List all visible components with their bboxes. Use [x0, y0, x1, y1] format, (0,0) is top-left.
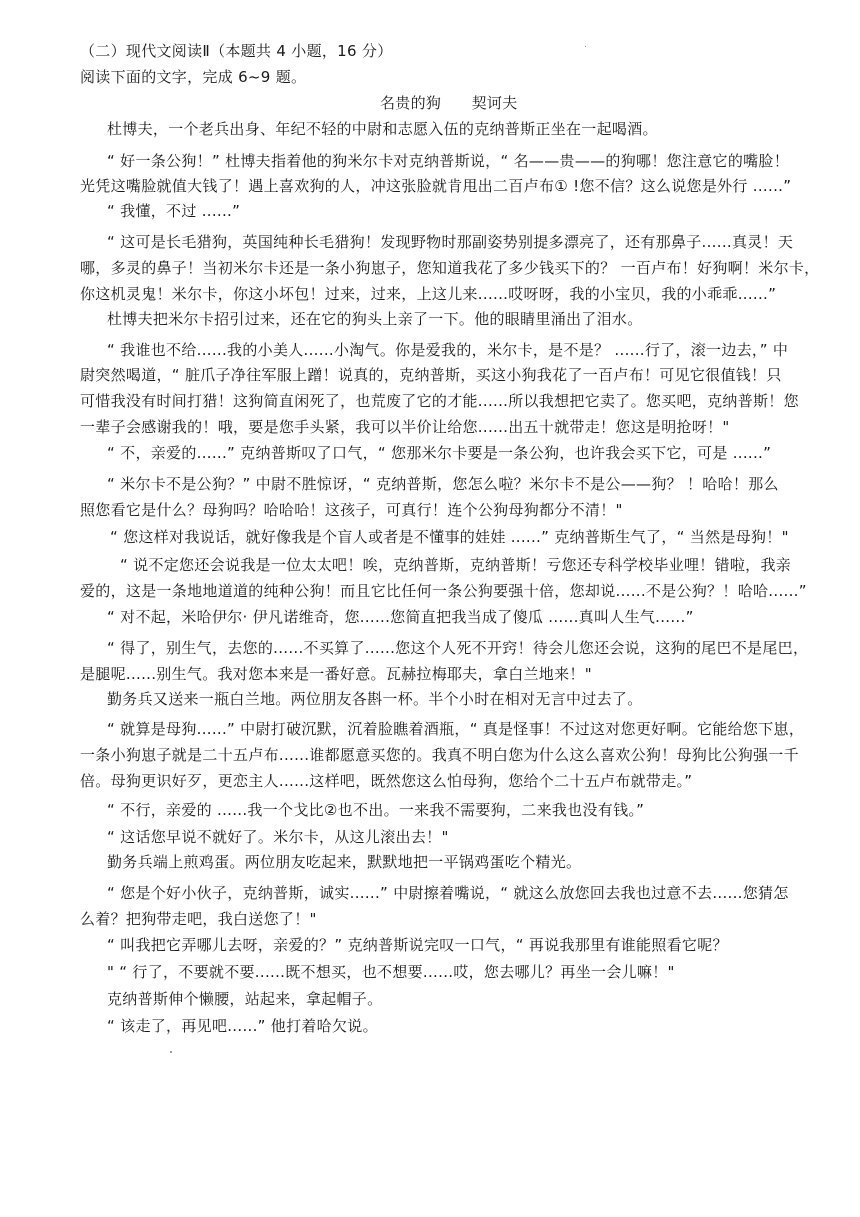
stray-dot	[170, 1051, 172, 1053]
text-line: “ 您这样对我说话，就好像我是个盲人或者是不懂事的娃娃 ......” 克纳普斯生气了，“ 当然是母狗！"	[110, 528, 789, 546]
stray-dot	[585, 46, 586, 47]
text-line: 尉突然喝道，“ 脏爪子净往军服上蹭！说真的，克纳普斯，买这小狗我花了一百卢布！可见它很值钱！只	[80, 366, 782, 384]
text-line: “ 叫我把它弄哪儿去呀，亲爱的？” 克纳普斯说完叹一口气，“ 再说我那里有谁能照看它呢？	[107, 936, 728, 954]
text-line: “ 就算是母狗......” 中尉打破沉默，沉着脸瞧着酒瓶，“ 真是怪事！不过这对您更好啊。它能给您下崽，	[107, 720, 805, 738]
text-line: 勤务兵又送来一瓶白兰地。两位朋友各斟一杯。半个小时在相对无言中过去了。	[107, 690, 643, 708]
text-line: “ 您是个好小伙子，克纳普斯，诚实......” 中尉擦着嘴说，“ 就这么放您回去我也过意不去......您猜怎	[107, 884, 789, 902]
text-line: 杜博夫，一个老兵出身、年纪不轻的中尉和志愿入伍的克纳普斯正坐在一起喝酒。	[107, 120, 658, 138]
text-line: 克纳普斯伸个懒腰，站起来，拿起帽子。	[107, 990, 383, 1008]
text-line: 你这机灵鬼！米尔卡，你这小坏包！过来，过来，上这儿来......哎呀呀，我的小宝贝，我的小乖乖......”	[80, 285, 777, 303]
text-line: 爱的，这是一条地地道道的纯种公狗！而且它比任何一条公狗要强十倍，您却说......不是公狗？！哈哈......”	[80, 582, 807, 600]
text-line: “ 该走了，再见吧......” 他打着哈欠说。	[107, 1017, 378, 1035]
text-line: 可惜我没有时间打猎！这狗简直闲死了，也荒废了它的才能......所以我想把它卖了。您买吧，克纳普斯！您	[80, 392, 799, 410]
story-title: 名贵的狗 契诃夫	[380, 94, 518, 112]
text-line: “ 得了，别生气，去您的......不买算了......您这个人死不开窍！待会儿您还会说，这狗的尾巴不是尾巴，	[107, 639, 809, 657]
text-line: “ 对不起，米哈伊尔· 伊凡诺维奇，您......您简直把我当成了傻瓜 ......真叫人生气......”	[107, 608, 694, 626]
text-line: 光凭这嘴脸就值大钱了！遇上喜欢狗的人，冲这张脸就肯甩出二百卢布① !您不信？这么说您是外行 ......”	[80, 177, 792, 195]
text-line: 哪，多灵的鼻子！当初米尔卡还是一条小狗崽子，您知道我花了多少钱买下的？ 一百卢布！好狗啊！米尔卡，	[80, 259, 820, 277]
text-line: “ 我懂，不过 ......”	[107, 202, 241, 220]
section-heading: （二）现代文阅读Ⅱ（本题共 4 小题，16 分）	[80, 42, 393, 60]
text-line: 么着？把狗带走吧，我白送您了！"	[80, 910, 317, 928]
text-line: “ 我谁也不给......我的小美人......小淘气。你是爱我的，米尔卡，是不是？ ......行了，滚一边去，” 中	[107, 341, 789, 359]
text-line: 勤务兵端上煎鸡蛋。两位朋友吃起来，默默地把一平锅鸡蛋吃个精光。	[107, 853, 582, 871]
instruction-text: 阅读下面的文字，完成 6~9 题。	[80, 68, 307, 86]
text-line: “ 不，亲爱的......” 克纳普斯叹了口气，“ 您那米尔卡要是一条公狗，也许我会买下它，可是 ......”	[107, 444, 772, 462]
text-line: " “ 行了，不要就不要......既不想买，也不想要......哎，您去哪儿？再坐一会儿嘛！"	[107, 963, 675, 981]
text-line: 一条小狗崽子就是二十五卢布......谁都愿意买您的。我真不明白您为什么这么喜欢公狗！母狗比公狗强一千	[80, 746, 799, 764]
text-line: “ 不行，亲爱的 ......我一个戈比②也不出。一来我不需要狗，二来我也没有钱。”	[107, 801, 645, 819]
text-line: “ 好一条公狗！” 杜博夫指着他的狗米尔卡对克纳普斯说，“ 名——贵——的狗哪！您注意它的嘴脸！	[107, 152, 790, 170]
text-line: 照您看它是什么？母狗吗？哈哈哈！这孩子，可真行！连个公狗母狗都分不清！"	[80, 501, 623, 519]
text-line: “ 这可是长毛猎狗，英国纯种长毛猎狗！发现野物时那副姿势别提多漂亮了，还有那鼻子......真灵！天	[107, 233, 794, 251]
text-line: 一辈子会感谢我的！哦，要是您手头紧，我可以半价让给您......出五十就带走！您这是明抢呀！"	[80, 418, 730, 436]
text-line: 杜博夫把米尔卡招引过来，还在它的狗头上亲了一下。他的眼睛里涌出了泪水。	[107, 310, 643, 328]
text-line: “ 米尔卡不是公狗？” 中尉不胜惊讶，“ 克纳普斯，您怎么啦？米尔卡不是公——狗？ ！哈哈！那么	[107, 475, 779, 493]
text-line: 是腿呢......别生气。我对您本来是一番好意。瓦赫拉梅耶夫，拿白兰地来！"	[80, 665, 592, 683]
text-line: “ 这话您早说不就好了。米尔卡，从这儿滚出去！"	[107, 828, 449, 846]
text-line: “ 说不定您还会说我是一位太太吧！唉，克纳普斯，克纳普斯！亏您还专科学校毕业哩！错啦，我亲	[120, 556, 792, 574]
text-line: 倍。母狗更识好歹，更恋主人......这样吧，既然您这么怕母狗，您给个二十五卢布就带走。”	[80, 772, 693, 790]
